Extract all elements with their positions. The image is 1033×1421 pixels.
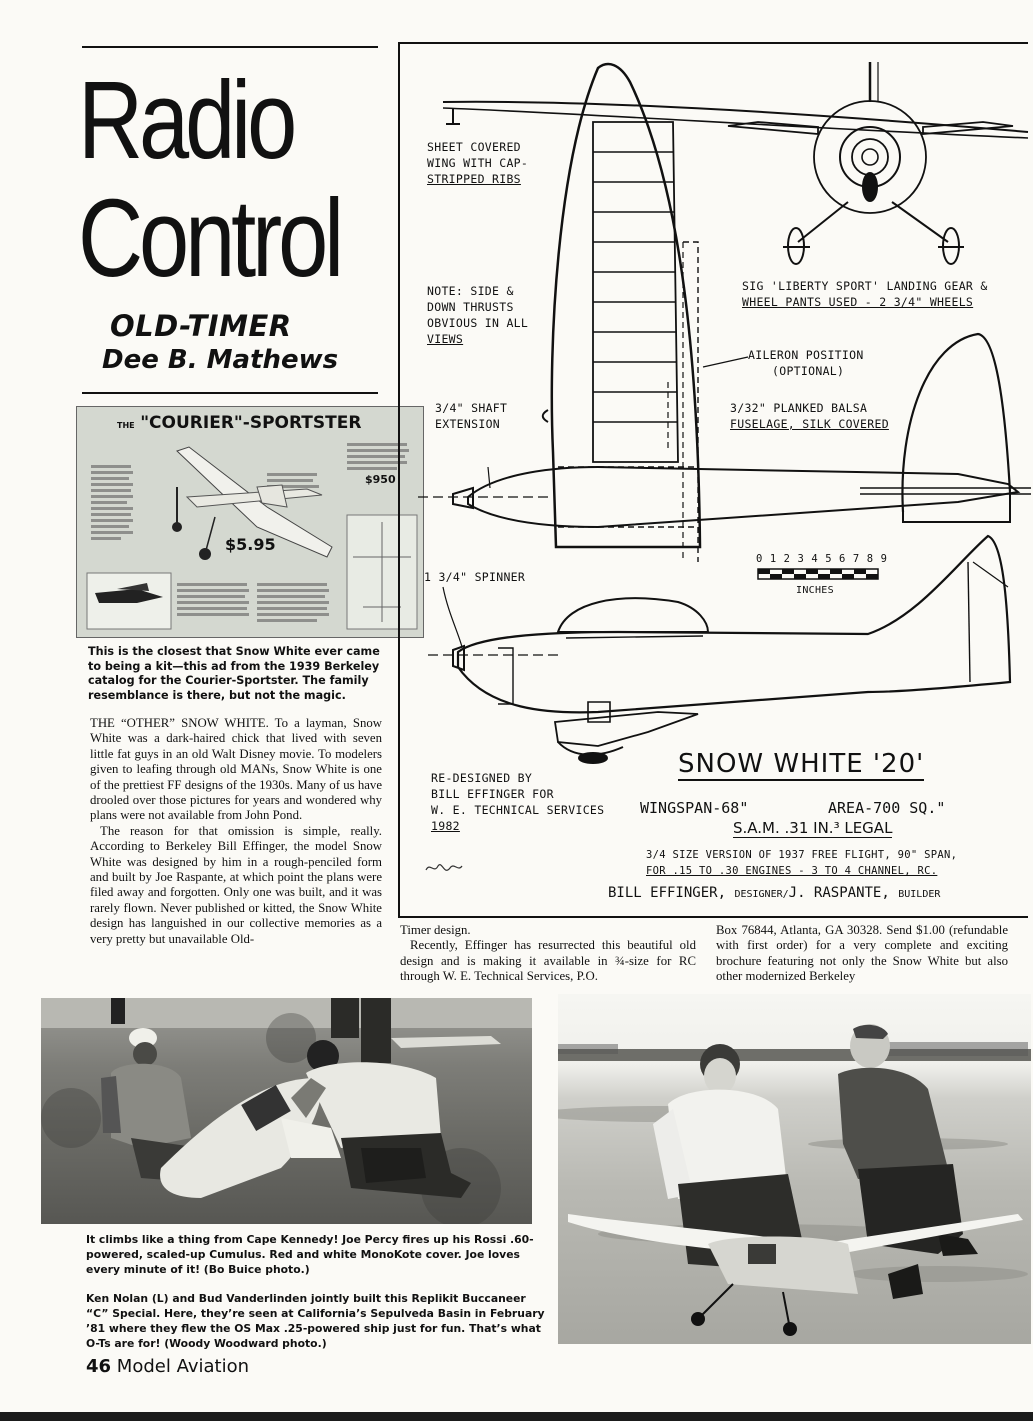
note-line: W. E. TECHNICAL SERVICES <box>431 803 605 817</box>
signature <box>426 865 462 871</box>
courier-sportster-ad-image <box>76 406 424 638</box>
article-paragraph: Box 76844, Atlanta, GA 30328. Send $1.00 (refundable with first order) for a very complete and exciting brochure featuring not only the Snow White but also other modernized Berkeley <box>716 923 1008 984</box>
note-line: OBVIOUS IN ALL <box>427 316 529 330</box>
note-line: RE-DESIGNED BY <box>431 771 533 785</box>
note-fuselage <box>730 400 889 432</box>
version-note-1: 3/4 SIZE VERSION OF 1937 FREE FLIGHT, 90" SPAN, <box>646 849 958 861</box>
plan-credits <box>608 885 940 901</box>
spec-wingspan: WINGSPAN-68" <box>640 799 749 817</box>
article-paragraph: Recently, Effinger has resurrected this beautiful old design and is making it available in ¾-size for RC through W. E. Technical Services, P.O. <box>400 938 696 984</box>
note-line: WING WITH CAP- <box>427 156 529 170</box>
note-line: 1982 <box>431 819 460 833</box>
article-column-1 <box>90 716 382 947</box>
photo-joe-percy-cumulus <box>41 998 532 1224</box>
version-note-2: FOR .15 TO .30 ENGINES - 3 TO 4 CHANNEL, RC. <box>646 865 938 877</box>
note-landing-gear <box>742 278 988 310</box>
page-footer <box>86 1356 249 1377</box>
note-line: NOTE: SIDE & <box>427 284 514 298</box>
column-subtitle: OLD-TIMER <box>110 309 292 343</box>
section-title <box>78 59 341 300</box>
note-line: AILERON POSITION <box>748 348 864 362</box>
photo-buccaneer-special <box>558 994 1031 1344</box>
note-line: (OPTIONAL) <box>772 364 845 378</box>
title-line-radio: Radio <box>78 59 294 182</box>
article-paragraph: THE “OTHER” SNOW WHITE. To a layman, Snow White was a dark-haired chick that lived with seven little fat guys in an old Walt Disney movie. To modelers given to leafing through old MANs, Snow White is one of the prettiest FF designs of the 1930s. Many of us have drooled over those pictures for years and wondered why plans were not available from John Pond. <box>90 716 382 823</box>
note-thrust <box>427 283 528 347</box>
scale-bar <box>758 569 878 579</box>
note-line: VIEWS <box>427 332 464 346</box>
ad-caption: This is the closest that Snow White ever came to being a kit—this ad from the 1939 Berkeley catalog for the Courier-Sportster. The family resemblance is there, but not the magic. <box>88 645 380 702</box>
credit-designer-name: BILL EFFINGER, <box>608 885 727 901</box>
scale-label: INCHES <box>796 585 834 596</box>
note-line: SHEET COVERED <box>427 140 521 154</box>
spec-area: AREA-700 SQ." <box>828 799 946 817</box>
masthead-bottom-rule <box>82 392 378 394</box>
plan-title: SNOW WHITE '20' <box>678 749 925 779</box>
top-rule <box>82 46 378 48</box>
page-number: 46 <box>86 1356 112 1377</box>
note-line: SIG 'LIBERTY SPORT' LANDING GEAR & <box>742 279 988 293</box>
ad-price-small: $950 <box>365 473 396 486</box>
ad-heading-the: THE <box>117 421 135 430</box>
page-bottom-edge <box>0 1412 1033 1421</box>
magazine-name: Model Aviation <box>116 1356 249 1377</box>
note-line: 3/4" SHAFT <box>435 401 508 415</box>
spec-sam-legal: S.A.M. .31 IN.³ LEGAL <box>733 819 893 837</box>
photo-caption-left: It climbs like a thing from Cape Kennedy! Joe Percy fires up his Rossi .60-powered, scaled-up Cumulus. Red and white MonoKote cover. Joe loves every minute of it! (Bo Buice photo.) <box>86 1233 534 1276</box>
article-paragraph: Timer design. <box>400 923 471 937</box>
note-line: STRIPPED RIBS <box>427 172 521 186</box>
credit-builder-role: BUILDER <box>898 889 941 900</box>
credit-builder-name: J. RASPANTE, <box>788 885 890 901</box>
redesigned-credit <box>431 770 604 834</box>
note-line: EXTENSION <box>435 417 501 431</box>
title-line-control: Control <box>78 177 341 300</box>
note-line: FUSELAGE, SILK COVERED <box>730 417 889 431</box>
note-shaft-extension <box>435 400 507 432</box>
ad-heading-name: "COURIER"-SPORTSTER <box>140 413 362 433</box>
note-line: WHEEL PANTS USED - 2 3/4" WHEELS <box>742 295 974 309</box>
author-name: Dee B. Mathews <box>102 345 339 375</box>
article-column-3 <box>716 923 1008 985</box>
scale-numbers: 0 1 2 3 4 5 6 7 8 9 <box>756 553 888 565</box>
photo-caption-right: Ken Nolan (L) and Bud Vanderlinden jointly built this Replikit Buccaneer “C” Special. Here, they’re seen at California’s Sepulveda Basin in February ’81 where they flew the OS Max .25-powered ship just for fun. That’s what O-Ts are for! (Woody Woodward photo.) <box>86 1292 545 1350</box>
note-line: BILL EFFINGER FOR <box>431 787 554 801</box>
note-spinner: 1 3/4" SPINNER <box>424 570 526 584</box>
note-aileron <box>748 347 864 379</box>
article-column-2 <box>400 923 696 985</box>
note-line: 3/32" PLANKED BALSA <box>730 401 868 415</box>
note-sheet-covered-wing <box>427 139 528 187</box>
credit-designer-role: DESIGNER/ <box>734 889 789 900</box>
ad-illustration <box>77 407 423 637</box>
note-line: DOWN THRUSTS <box>427 300 514 314</box>
article-paragraph: The reason for that omission is simple, really. According to Berkeley Bill Effinger, the model Snow White was designed by him in a rough-penciled form and built by Joe Raspante, at which point the plans were filed away and forgotten. Only one was built, and it was rarely flown. Never published or kitted, the Snow White design has languished in our collective memories as a very pretty but unavailable Old- <box>90 823 382 946</box>
ad-price-large: $5.95 <box>225 535 276 554</box>
